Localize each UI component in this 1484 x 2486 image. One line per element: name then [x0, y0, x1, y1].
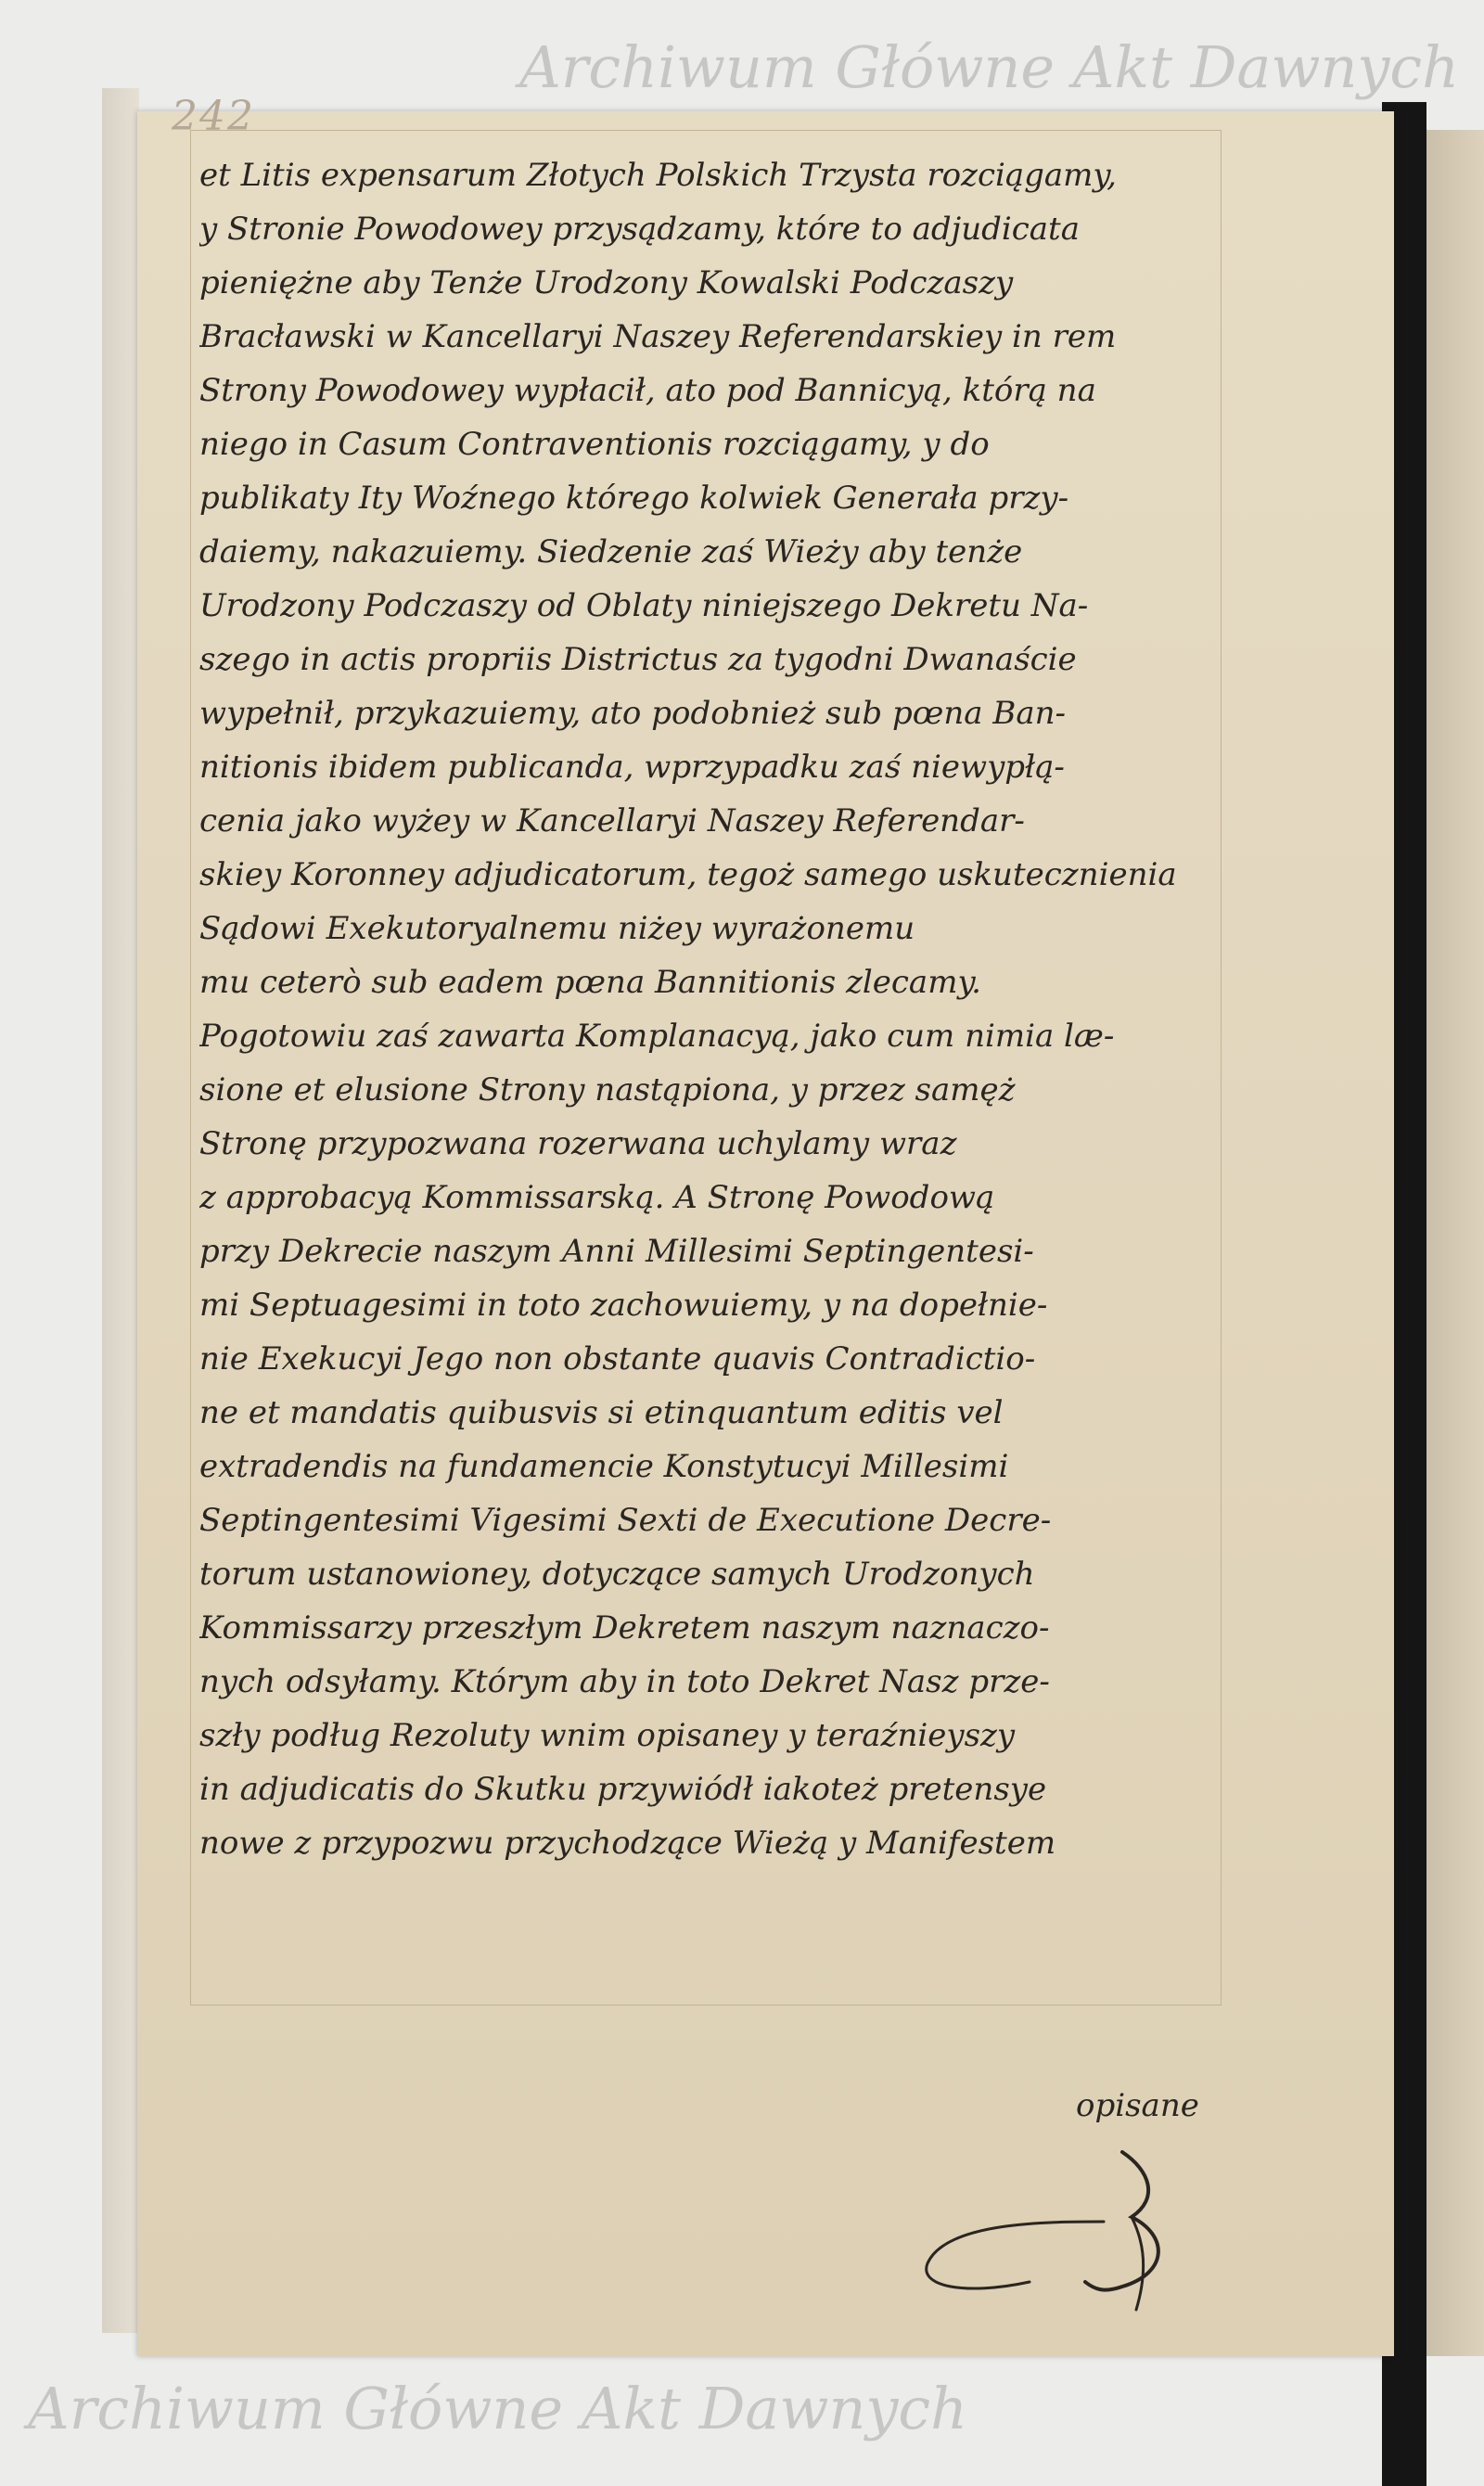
- folio-number: 242: [172, 93, 255, 140]
- text-line: z approbacyą Kommissarską. A Stronę Powodową: [199, 1179, 995, 1216]
- text-line: nych odsyłamy. Którym aby in toto Dekret Nasz prze-: [199, 1663, 1050, 1700]
- text-line: nitionis ibidem publicanda, wprzypadku zaś niewypłą-: [199, 749, 1065, 786]
- text-line: Pogotowiu zaś zawarta Komplanacyą, jako cum nimia læ-: [199, 1018, 1115, 1055]
- end-flourish-icon: [909, 2134, 1224, 2319]
- text-line: nie Exekucyi Jego non obstante quavis Contradictio-: [199, 1340, 1036, 1378]
- text-line: publikaty Ity Woźnego którego kolwiek Generała przy-: [199, 480, 1069, 517]
- text-line: szego in actis propriis Districtus za tygodni Dwanaście: [199, 641, 1077, 678]
- text-line: Bracławski w Kancellaryi Naszey Referendarskiey in rem: [199, 318, 1117, 355]
- text-line: sione et elusione Strony nastąpiona, y przez samęż: [199, 1071, 1016, 1108]
- text-line: Stronę przypozwana rozerwana uchylamy wraz: [199, 1125, 957, 1162]
- catchword: opisane: [1076, 2087, 1199, 2124]
- text-line: Septingentesimi Vigesimi Sexti de Executione Decre-: [199, 1502, 1052, 1539]
- binding-edge-left: [102, 88, 139, 2333]
- text-line: Strony Powodowey wypłacił, ato pod Bannicyą, którą na: [199, 372, 1096, 409]
- text-line: daiemy, nakazuiemy. Siedzenie zaś Wieży aby tenże: [199, 533, 1023, 570]
- text-line: Kommissarzy przeszłym Dekretem naszym naznaczo-: [199, 1609, 1050, 1647]
- text-line: nowe z przypozwu przychodzące Wieżą y Manifestem: [199, 1825, 1056, 1862]
- text-line: przy Dekrecie naszym Anni Millesimi Septingentesi-: [199, 1233, 1034, 1270]
- text-line: torum ustanowioney, dotyczące samych Urodzonych: [199, 1556, 1035, 1593]
- text-line: cenia jako wyżey w Kancellaryi Naszey Referendar-: [199, 802, 1025, 839]
- text-line: in adjudicatis do Skutku przywiódł iakoteż pretensye: [199, 1771, 1047, 1808]
- text-line: et Litis expensarum Złotych Polskich Trzysta rozciągamy,: [199, 157, 1117, 194]
- text-line: Sądowi Exekutoryalnemu niżey wyrażonemu: [199, 910, 915, 947]
- text-line: ne et mandatis quibusvis si etinquantum editis vel: [199, 1394, 1004, 1431]
- text-line: szły podług Rezoluty wnim opisaney y teraźnieyszy: [199, 1717, 1016, 1754]
- text-line: extradendis na fundamencie Konstytucyi Millesimi: [199, 1448, 1009, 1485]
- text-line: pieniężne aby Tenże Urodzony Kowalski Podczaszy: [199, 264, 1014, 301]
- text-line: y Stronie Powodowey przysądzamy, które to adjudicata: [199, 211, 1080, 248]
- text-line: niego in Casum Contraventionis rozciągamy, y do: [199, 426, 990, 463]
- text-line: mi Septuagesimi in toto zachowuiemy, y na dopełnie-: [199, 1287, 1048, 1324]
- archive-watermark-top: Archiwum Główne Akt Dawnych: [519, 33, 1460, 101]
- next-page-edge: [1425, 130, 1484, 2356]
- text-line: Urodzony Podczaszy od Oblaty niniejszego Dekretu Na-: [199, 587, 1089, 624]
- text-line: wypełnił, przykazuiemy, ato podobnież sub pœna Ban-: [199, 695, 1066, 732]
- archive-watermark-bottom: Archiwum Główne Akt Dawnych: [28, 2375, 968, 2442]
- text-line: skiey Koronney adjudicatorum, tegoż samego uskutecznienia: [199, 856, 1177, 893]
- manuscript-text: [199, 148, 1201, 1870]
- text-line: mu ceterò sub eadem pœna Bannitionis zlecamy.: [199, 964, 981, 1001]
